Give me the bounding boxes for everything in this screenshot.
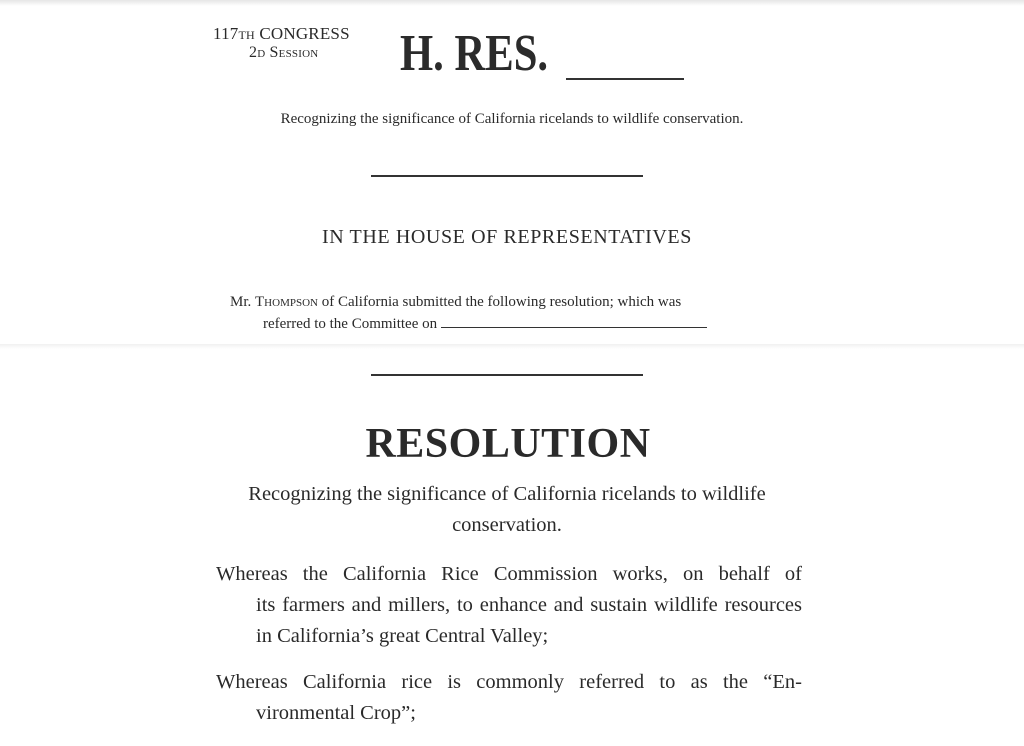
whereas-first-line: Whereas the California Rice Commission works, on behalf of (216, 563, 802, 585)
sponsor-line-1 (230, 294, 681, 310)
resolution-heading: RESOLUTION (365, 421, 651, 467)
sponsor-prefix: Mr. (230, 294, 256, 310)
divider-rule (371, 175, 643, 177)
page-break (0, 344, 1024, 349)
sponsor-statement (230, 291, 800, 335)
whereas-first-line: Whereas California rice is commonly referred to as the “En- (216, 671, 802, 693)
resolution-number-blank (566, 78, 684, 80)
session-number: 2 (249, 44, 258, 61)
congress-suffix: th (238, 24, 255, 43)
bill-type-title: H. RES. (400, 25, 549, 82)
sponsor-line-2 (230, 313, 800, 335)
session-suffix: d (257, 44, 266, 61)
session-word: Session (265, 44, 319, 61)
congress-number: 117 (213, 24, 239, 43)
official-title: Recognizing the significance of California ricelands to wildlife conservation. (248, 483, 766, 536)
whereas-continuation: its farmers and millers, to enhance and sustain wildlife resources in California’s great Central Valley; (256, 594, 802, 647)
divider-rule (371, 374, 643, 376)
whereas-clause (216, 559, 802, 652)
sponsor-line-1-text: of California submitted the following resolution; which was (317, 294, 682, 310)
committee-blank (441, 327, 707, 328)
house-heading: IN THE HOUSE OF REPRESENTATIVES (322, 226, 692, 248)
committee-referral-text: referred to the Committee on (263, 316, 438, 332)
congress-line (213, 24, 350, 43)
congress-word: CONGRESS (254, 24, 350, 43)
page-top-edge (0, 0, 1024, 6)
whereas-continuation: vironmental Crop”; (256, 702, 416, 724)
session-line (213, 43, 350, 62)
sponsor-name: Thompson (255, 294, 318, 310)
short-title: Recognizing the significance of California ricelands to wildlife conservation. (280, 111, 744, 127)
congress-session-block (213, 24, 350, 62)
whereas-clause (216, 667, 802, 729)
